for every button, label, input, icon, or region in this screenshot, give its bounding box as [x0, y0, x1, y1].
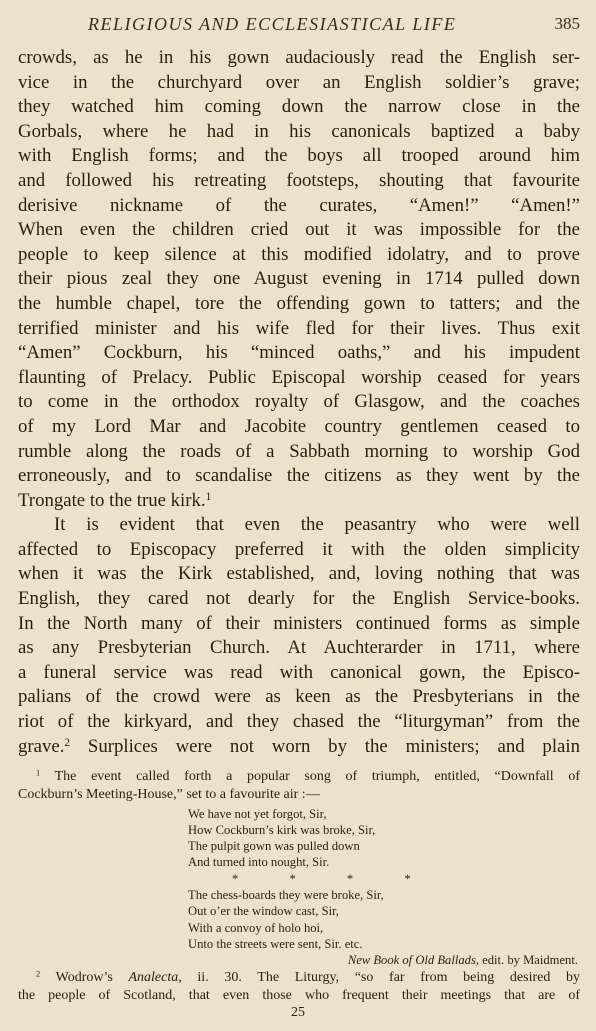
footnote-2-work: Analecta,	[128, 969, 182, 985]
body-line: When even the children cried out it was impossible for the	[18, 219, 580, 241]
ballad-source	[18, 952, 580, 968]
ballad-verse	[18, 806, 580, 953]
body-line: as any Presbyterian Church. At Auchterarder in 1711, where	[18, 637, 580, 659]
running-title: RELIGIOUS AND ECCLESIASTICAL LIFE	[88, 14, 457, 34]
verse-ellipsis: * * * *	[232, 871, 435, 886]
verse-line: We have not yet forgot, Sir,	[188, 806, 327, 821]
source-rest: edit. by Maidment.	[479, 953, 578, 968]
verse-line: Unto the streets were sent, Sir. etc.	[188, 936, 363, 951]
source-title: New Book of Old Ballads,	[347, 953, 479, 968]
body-line	[18, 489, 580, 514]
footnote-ref-2: 2	[64, 736, 71, 749]
verse-line: The pulpit gown was pulled down	[188, 839, 360, 854]
body-line: derisive nickname of the curates, “Amen!” “Amen!”	[18, 194, 580, 216]
body-line: “Amen” Cockburn, his “minced oaths,” and his impudent	[18, 342, 580, 364]
body-line	[18, 735, 580, 760]
body-line: erroneously, and to scandalise the citizens as they went by the	[18, 465, 580, 487]
body-line: when it was the Kirk established, and, loving nothing that was	[18, 563, 580, 585]
body-line: crowds, as he in his gown audaciously read the English ser-	[18, 47, 580, 68]
body-line: a funeral service was read with canonical gown, the Episco-	[18, 661, 580, 683]
verse-line: And turned into nought, Sir.	[188, 855, 330, 870]
footnote-1-line: Cockburn’s Meeting-House,” set to a favourite air :—	[18, 787, 320, 803]
body-line: English, they cared not dearly for the English Service-books.	[18, 588, 580, 610]
footnote-2-text: ii. 30. The Liturgy, “so far from being desired by	[181, 969, 580, 985]
body-line: palians of the crowd were as keen as the Presbyterians in the	[18, 686, 580, 708]
footnotes	[18, 768, 580, 1005]
body-text	[18, 46, 580, 759]
body-line: vice in the churchyard over an English soldier’s grave;	[18, 71, 580, 93]
body-line-text: Surplices were not worn by the ministers; and plain	[70, 735, 580, 757]
running-header	[0, 10, 596, 38]
body-line: riot of the kirkyard, and they chased the “liturgyman” from the	[18, 711, 580, 733]
paragraph-start-line: It is evident that even the peasantry who were well	[54, 514, 580, 536]
body-line: with English forms; and the boys all trooped around him	[18, 145, 580, 167]
body-line-text: grave.	[18, 735, 65, 757]
body-line: to come in the orthodox royalty of Glasgow, and the coaches	[18, 391, 580, 413]
verse-line: The chess-boards they were broke, Sir,	[188, 888, 384, 903]
verse-line: How Cockburn’s kirk was broke, Sir,	[188, 822, 376, 837]
signature-mark: 25	[291, 1005, 305, 1020]
body-line: and followed his retreating footsteps, shouting that favourite	[18, 169, 580, 191]
body-line: people to keep silence at this modified idolatry, and to prove	[18, 243, 580, 265]
verse-line: Out o’er the window cast, Sir,	[188, 904, 339, 919]
body-line: their pious zeal they one August evening in 1714 pulled down	[18, 268, 580, 290]
footnote-1-text: The event called forth a popular song of triumph, entitled, “Downfall of	[54, 769, 580, 784]
footnote-ref-1: 1	[205, 490, 212, 503]
body-line: rumble along the roads of a Sabbath morning to worship God	[18, 440, 580, 462]
body-line: affected to Episcopacy preferred it with the olden simplicity	[18, 538, 580, 560]
page-number: 385	[554, 14, 580, 33]
body-line: of my Lord Mar and Jacobite country gentlemen ceased to	[18, 415, 580, 437]
footnote-2-author: Wodrow’s	[55, 969, 129, 985]
footnote-2-mark: 2	[36, 968, 41, 978]
body-line: flaunting of Prelacy. Public Episcopal worship ceased for years	[18, 366, 580, 388]
footnote-2-line: the people of Scotland, that even those who frequent their meetings that are of	[18, 987, 580, 1003]
body-line: In the North many of their ministers continued forms as simple	[18, 612, 580, 634]
body-line: Gorbals, where he had in his canonicals baptized a baby	[18, 120, 580, 142]
body-line: terrified minister and his wife fled for their lives. Thus exit	[18, 317, 580, 339]
footnote-2-line	[18, 969, 580, 987]
body-line: they watched him coming down the narrow close in the	[18, 96, 580, 118]
body-line: the humble chapel, tore the offending gown to tatters; and the	[18, 292, 580, 314]
verse-line: With a convoy of holo hoi,	[188, 920, 324, 935]
body-line-text: Trongate to the true kirk.	[18, 489, 206, 511]
footnote-1-mark: 1	[36, 768, 41, 778]
footnote-1-line	[18, 768, 580, 786]
